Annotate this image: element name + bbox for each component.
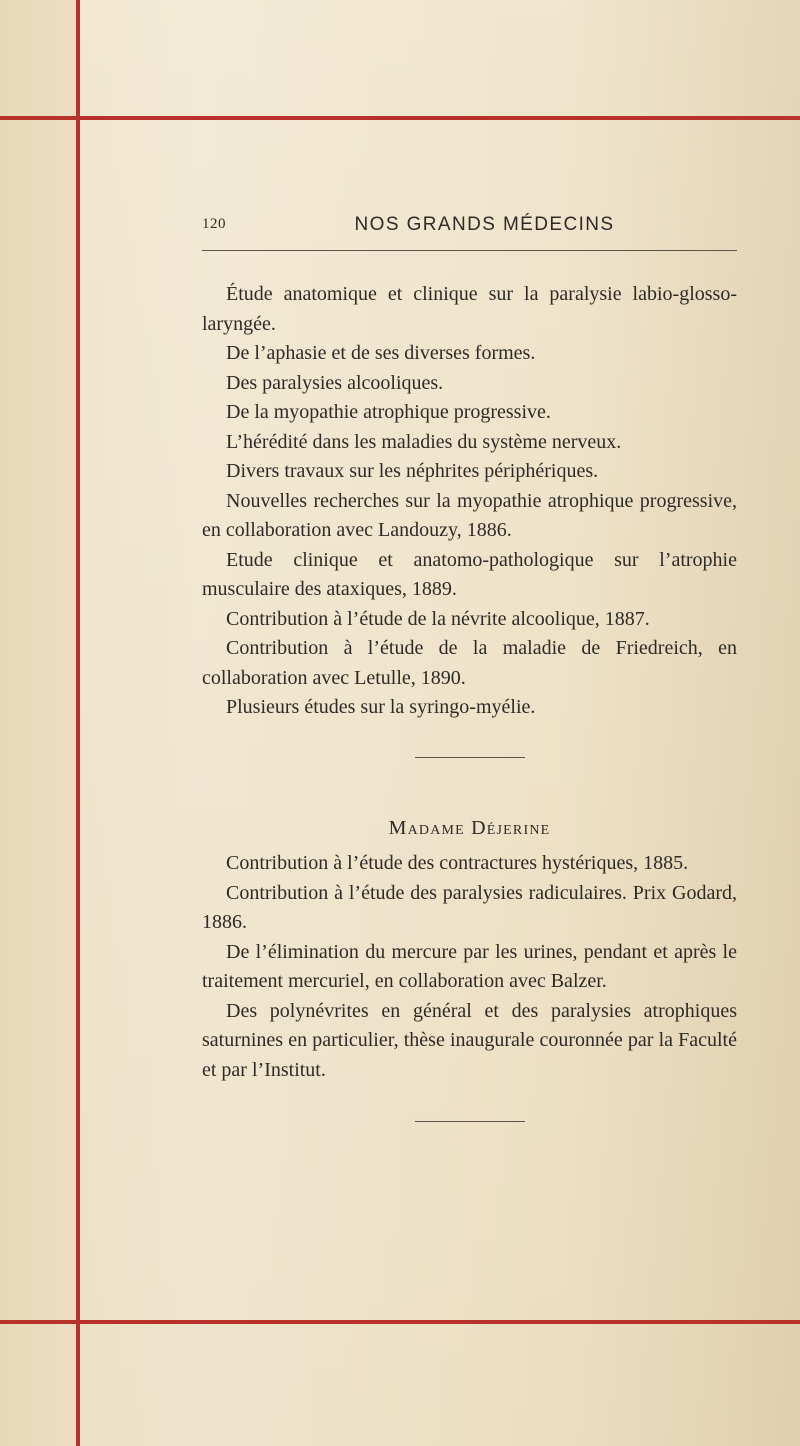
left-margin <box>0 0 78 1446</box>
list-item: De l’aphasie et de ses diverses formes. <box>226 342 536 364</box>
list-item: Plusieurs études sur la syringo-myélie. <box>226 696 536 718</box>
list-item: Contribution à l’étude de la maladie de Friedreich, en collaboration avec Letulle, 1890. <box>202 637 737 689</box>
running-title: NOS GRANDS MÉDECINS <box>354 214 615 235</box>
list-item: Des paralysies alcooliques. <box>226 371 444 394</box>
list-item: De la myopathie atrophique progressive. <box>226 401 551 423</box>
section-divider <box>415 757 525 758</box>
red-vertical-rule <box>76 0 80 1446</box>
red-bottom-rule <box>0 1320 800 1324</box>
list-item: De l’élimination du mercure par les urines, pendant et après le traitement mercuriel, en collaboration avec Balzer. <box>202 940 737 992</box>
list-item: Nouvelles recherches sur la myopathie atrophique progressive, en collaboration avec Landouzy, 1886. <box>202 489 737 541</box>
list-item: Contribution à l’étude de la névrite alcoolique, 1887. <box>226 607 650 630</box>
red-top-rule <box>0 116 800 120</box>
page-content <box>202 280 737 1122</box>
list-item: Contribution à l’étude des contractures hystériques, 1885. <box>226 852 689 874</box>
page-header <box>202 212 737 251</box>
list-item: Divers travaux sur les néphrites périphériques. <box>226 460 599 482</box>
page-number: 120 <box>202 216 226 232</box>
list-item: Contribution à l’étude des paralysies radiculaires. Prix Godard, 1886. <box>202 881 737 933</box>
end-divider <box>415 1121 525 1122</box>
list-item: Étude anatomique et clinique sur la paralysie labio-glosso-laryngée. <box>202 283 737 335</box>
list-item: L’hérédité dans les maladies du système nerveux. <box>226 430 622 453</box>
section-title: Madame Déjerine <box>388 816 551 839</box>
list-item: Etude clinique et anatomo-pathologique sur l’atrophie musculaire des ataxiques, 1889. <box>202 548 737 600</box>
list-item: Des polynévrites en général et des paralysies atrophiques saturnines en particulier, thèse inaugurale couronnée par la Faculté et par l’Institut. <box>202 999 737 1081</box>
